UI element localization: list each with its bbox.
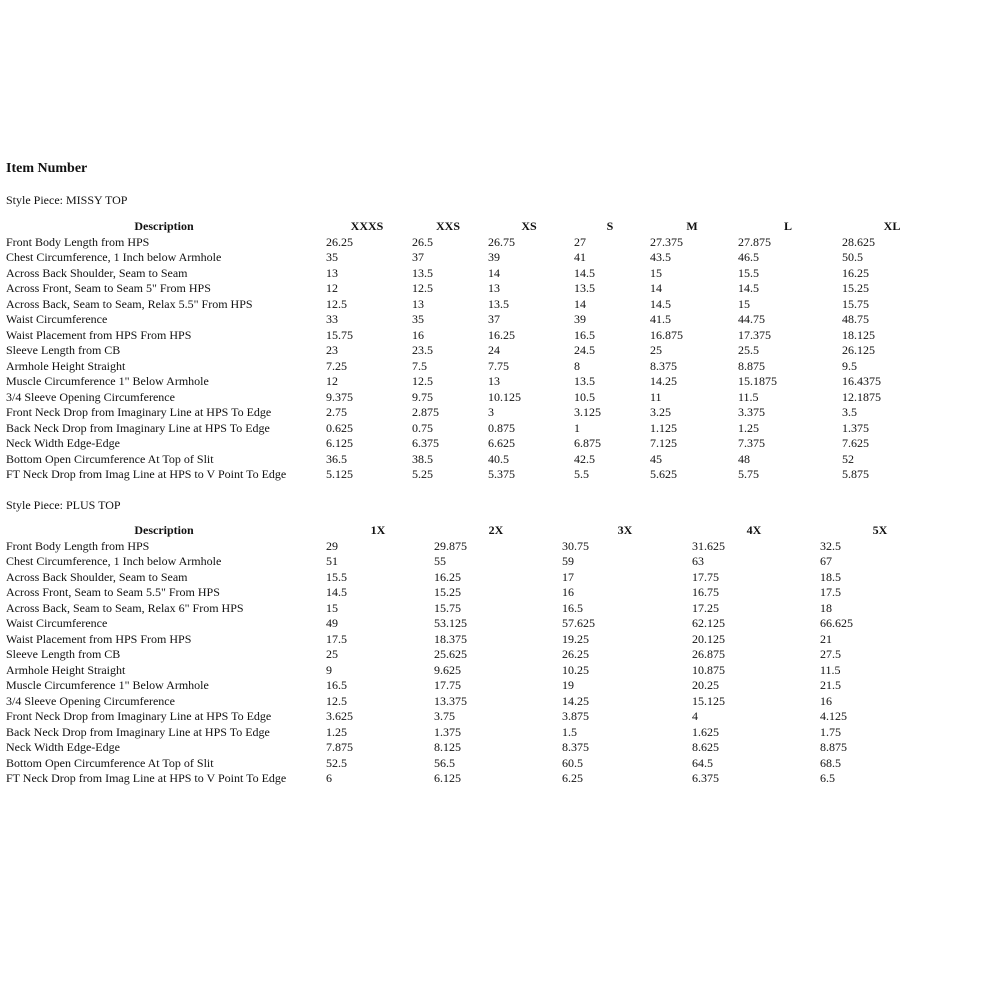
- missy-measurement-value: 26.75: [488, 234, 515, 249]
- plus-table-row: [4, 725, 942, 741]
- missy-measurement-value: 41: [574, 250, 586, 264]
- plus-measurement-value: 30.75: [562, 538, 589, 553]
- missy-measurement-value: 1.375: [842, 420, 869, 435]
- plus-measurement-value: 1.375: [434, 724, 461, 739]
- missy-measurement-value: 3.125: [574, 405, 601, 419]
- plus-measurement-value: 21: [820, 631, 832, 646]
- missy-measurement-value: 15.25: [842, 281, 869, 295]
- plus-measurement-label: Waist Placement from HPS From HPS: [6, 631, 192, 646]
- missy-measurement-value: 15.5: [738, 265, 759, 280]
- missy-measurement-value: 42.5: [574, 451, 595, 466]
- missy-size-header: M: [686, 219, 698, 233]
- missy-measurement-value: 14.5: [574, 265, 595, 280]
- missy-measurement-value: 26.125: [842, 343, 875, 357]
- missy-measurement-value: 35: [412, 312, 424, 326]
- plus-measurement-label: FT Neck Drop from Imag Line at HPS to V Point To Edge: [6, 771, 287, 785]
- missy-table-row: [4, 328, 944, 344]
- plus-measurement-value: 56.5: [434, 755, 455, 770]
- plus-table-row: [4, 632, 942, 648]
- plus-measurement-value: 19: [562, 678, 574, 692]
- missy-measurement-value: 37: [488, 312, 500, 326]
- missy-measurement-value: 16: [412, 327, 424, 342]
- missy-measurement-value: 16.5: [574, 327, 595, 342]
- plus-measurement-value: 17.5: [820, 585, 841, 599]
- plus-measurement-value: 51: [326, 554, 338, 568]
- plus-measurement-value: 10.25: [562, 662, 589, 677]
- plus-measurement-value: 16: [820, 693, 832, 708]
- missy-table-row: [4, 312, 944, 328]
- plus-measurement-value: 25: [326, 647, 338, 661]
- missy-measurement-value: 1.25: [738, 420, 759, 435]
- missy-measurement-value: 6.875: [574, 436, 601, 450]
- plus-measurement-value: 16: [562, 585, 574, 599]
- plus-table-row: [4, 601, 942, 617]
- missy-measurement-value: 36.5: [326, 451, 347, 466]
- missy-table-row: [4, 421, 944, 437]
- missy-measurement-label: Front Body Length from HPS: [6, 234, 150, 249]
- missy-measurement-value: 7.5: [412, 358, 427, 373]
- missy-measurement-value: 11.5: [738, 389, 759, 404]
- missy-measurement-value: 24: [488, 343, 500, 357]
- missy-measurement-value: 13.5: [574, 374, 595, 388]
- missy-measurement-value: 15: [738, 296, 750, 311]
- missy-measurement-value: 3: [488, 405, 494, 419]
- missy-measurement-value: 5.125: [326, 467, 353, 481]
- plus-table-row: [4, 539, 942, 555]
- plus-measurement-value: 29.875: [434, 538, 467, 553]
- plus-spec-table: [4, 523, 942, 787]
- plus-table-row: [4, 678, 942, 694]
- plus-measurement-value: 62.125: [692, 616, 725, 630]
- missy-table-row: [4, 374, 944, 390]
- missy-measurement-value: 6.125: [326, 436, 353, 450]
- plus-table-row: [4, 740, 942, 756]
- plus-measurement-value: 14.25: [562, 693, 589, 708]
- plus-size-header: 5X: [872, 523, 888, 537]
- plus-measurement-value: 49: [326, 616, 338, 630]
- missy-measurement-value: 23.5: [412, 343, 433, 357]
- missy-measurement-value: 8.875: [738, 358, 765, 373]
- plus-measurement-value: 17.5: [326, 631, 347, 646]
- plus-size-header: 3X: [617, 523, 633, 537]
- missy-measurement-value: 35: [326, 250, 338, 264]
- plus-measurement-label: Bottom Open Circumference At Top of Slit: [6, 755, 214, 770]
- plus-measurement-value: 6.125: [434, 771, 461, 785]
- missy-measurement-value: 13.5: [488, 296, 509, 311]
- missy-measurement-label: Across Front, Seam to Seam 5" From HPS: [6, 281, 211, 295]
- missy-measurement-value: 12: [326, 374, 338, 388]
- plus-measurement-value: 8.375: [562, 740, 589, 754]
- missy-measurement-label: Waist Circumference: [6, 312, 108, 326]
- missy-measurement-value: 13.5: [574, 281, 595, 295]
- plus-measurement-value: 17.75: [692, 569, 719, 584]
- missy-measurement-value: 25.5: [738, 343, 759, 357]
- plus-measurement-value: 3.875: [562, 709, 589, 723]
- missy-measurement-value: 11: [650, 389, 662, 404]
- missy-measurement-value: 5.375: [488, 467, 515, 481]
- missy-measurement-label: Across Back, Seam to Seam, Relax 5.5" From HPS: [6, 296, 253, 311]
- missy-measurement-value: 5.5: [574, 467, 589, 481]
- plus-measurement-label: Across Front, Seam to Seam 5.5" From HPS: [6, 585, 220, 599]
- plus-measurement-label: Sleeve Length from CB: [6, 647, 121, 661]
- plus-measurement-value: 18: [820, 600, 832, 615]
- missy-measurement-value: 50.5: [842, 250, 863, 264]
- missy-table-row: [4, 281, 944, 297]
- missy-measurement-value: 39: [574, 312, 586, 326]
- missy-measurement-value: 12: [326, 281, 338, 295]
- missy-measurement-label: Neck Width Edge-Edge: [6, 436, 120, 450]
- plus-measurement-value: 59: [562, 554, 574, 568]
- plus-measurement-value: 3.75: [434, 709, 455, 723]
- plus-measurement-value: 9: [326, 662, 332, 677]
- missy-measurement-value: 48: [738, 451, 750, 466]
- plus-measurement-value: 15.125: [692, 693, 725, 708]
- plus-measurement-value: 6.5: [820, 771, 835, 785]
- missy-measurement-label: Across Back Shoulder, Seam to Seam: [6, 265, 188, 280]
- plus-measurement-value: 9.625: [434, 662, 461, 677]
- missy-measurement-value: 7.375: [738, 436, 765, 450]
- missy-measurement-label: Muscle Circumference 1" Below Armhole: [6, 374, 209, 388]
- plus-measurement-value: 8.125: [434, 740, 461, 754]
- plus-measurement-value: 1.75: [820, 724, 841, 739]
- plus-measurement-value: 4: [692, 709, 698, 723]
- plus-measurement-value: 25.625: [434, 647, 467, 661]
- plus-measurement-label: Across Back, Seam to Seam, Relax 6" From HPS: [6, 600, 244, 615]
- missy-measurement-value: 25: [650, 343, 662, 357]
- plus-measurement-value: 64.5: [692, 755, 713, 770]
- missy-measurement-value: 2.875: [412, 405, 439, 419]
- plus-measurement-value: 26.875: [692, 647, 725, 661]
- missy-measurement-value: 5.625: [650, 467, 677, 481]
- plus-measurement-label: Front Body Length from HPS: [6, 538, 150, 553]
- missy-table-row: [4, 235, 944, 251]
- missy-size-header: L: [783, 219, 792, 233]
- missy-measurement-value: 7.75: [488, 358, 509, 373]
- missy-measurement-label: 3/4 Sleeve Opening Circumference: [6, 389, 175, 404]
- plus-measurement-label: Front Neck Drop from Imaginary Line at HPS To Edge: [6, 709, 272, 723]
- missy-table-row: [4, 405, 944, 421]
- plus-table-row: [4, 663, 942, 679]
- plus-measurement-label: Neck Width Edge-Edge: [6, 740, 120, 754]
- missy-measurement-value: 2.75: [326, 405, 347, 419]
- missy-measurement-value: 14: [650, 281, 662, 295]
- missy-measurement-value: 12.5: [412, 374, 433, 388]
- missy-measurement-value: 41.5: [650, 312, 671, 326]
- plus-table-row: [4, 570, 942, 586]
- missy-spec-table: [4, 219, 944, 483]
- plus-measurement-value: 20.125: [692, 631, 725, 646]
- plus-measurement-value: 66.625: [820, 616, 853, 630]
- missy-measurement-value: 23: [326, 343, 338, 357]
- plus-measurement-value: 32.5: [820, 538, 841, 553]
- missy-measurement-value: 52: [842, 451, 854, 466]
- plus-measurement-value: 12.5: [326, 693, 347, 708]
- missy-measurement-value: 5.875: [842, 467, 869, 481]
- missy-size-header: XXS: [435, 219, 460, 233]
- plus-measurement-value: 57.625: [562, 616, 595, 630]
- missy-table-row: [4, 452, 944, 468]
- plus-size-header: 4X: [746, 523, 762, 537]
- plus-header-row: [4, 523, 942, 539]
- missy-measurement-value: 44.75: [738, 312, 765, 326]
- missy-size-header: S: [606, 219, 614, 233]
- plus-measurement-value: 18.375: [434, 631, 467, 646]
- missy-measurement-value: 10.125: [488, 389, 521, 404]
- plus-table-row: [4, 647, 942, 663]
- missy-measurement-value: 3.375: [738, 405, 765, 419]
- missy-measurement-value: 39: [488, 250, 500, 264]
- plus-measurement-value: 16.75: [692, 585, 719, 599]
- plus-measurement-value: 4.125: [820, 709, 847, 723]
- missy-measurement-value: 33: [326, 312, 338, 326]
- missy-measurement-value: 16.875: [650, 327, 683, 342]
- missy-measurement-value: 14: [574, 296, 586, 311]
- plus-measurement-value: 52.5: [326, 755, 347, 770]
- plus-measurement-value: 13.375: [434, 693, 467, 708]
- missy-measurement-label: Front Neck Drop from Imaginary Line at HPS To Edge: [6, 405, 272, 419]
- missy-size-header: XL: [883, 219, 901, 233]
- missy-header-row: [4, 219, 944, 235]
- plus-measurement-value: 6.25: [562, 771, 583, 785]
- missy-measurement-value: 43.5: [650, 250, 671, 264]
- plus-measurement-value: 17.25: [692, 600, 719, 615]
- plus-measurement-value: 3.625: [326, 709, 353, 723]
- plus-measurement-value: 21.5: [820, 678, 841, 692]
- plus-measurement-value: 16.5: [562, 600, 583, 615]
- plus-measurement-value: 15.25: [434, 585, 461, 599]
- plus-table-row: [4, 554, 942, 570]
- missy-size-header: XXXS: [350, 219, 384, 233]
- missy-measurement-value: 5.25: [412, 467, 433, 481]
- missy-measurement-value: 3.25: [650, 405, 671, 419]
- plus-measurement-value: 53.125: [434, 616, 467, 630]
- missy-measurement-value: 14.5: [738, 281, 759, 295]
- missy-measurement-value: 6.375: [412, 436, 439, 450]
- missy-measurement-value: 6.625: [488, 436, 515, 450]
- missy-measurement-value: 45: [650, 451, 662, 466]
- plus-measurement-value: 1.25: [326, 724, 347, 739]
- missy-style-piece-label: Style Piece: MISSY TOP: [6, 193, 128, 207]
- missy-measurement-label: FT Neck Drop from Imag Line at HPS to V Point To Edge: [6, 467, 287, 481]
- plus-measurement-label: Across Back Shoulder, Seam to Seam: [6, 569, 188, 584]
- missy-measurement-value: 16.25: [842, 265, 869, 280]
- plus-measurement-value: 15.5: [326, 569, 347, 584]
- missy-measurement-label: Bottom Open Circumference At Top of Slit: [6, 451, 214, 466]
- plus-table-row: [4, 585, 942, 601]
- missy-measurement-value: 48.75: [842, 312, 869, 326]
- plus-table-row: [4, 616, 942, 632]
- missy-measurement-value: 1: [574, 420, 580, 435]
- missy-measurement-value: 13: [412, 296, 424, 311]
- plus-measurement-value: 17.75: [434, 678, 461, 692]
- missy-measurement-value: 12.5: [412, 281, 433, 295]
- missy-measurement-value: 26.25: [326, 234, 353, 249]
- missy-measurement-value: 9.375: [326, 389, 353, 404]
- missy-table-row: [4, 343, 944, 359]
- plus-measurement-value: 15.75: [434, 600, 461, 615]
- missy-measurement-value: 27: [574, 234, 586, 249]
- plus-measurement-value: 20.25: [692, 678, 719, 692]
- missy-measurement-value: 14.5: [650, 296, 671, 311]
- missy-table-row: [4, 250, 944, 266]
- missy-measurement-value: 7.625: [842, 436, 869, 450]
- plus-measurement-value: 15: [326, 600, 338, 615]
- plus-measurement-value: 27.5: [820, 647, 841, 661]
- missy-measurement-value: 7.25: [326, 358, 347, 373]
- plus-measurement-value: 63: [692, 554, 704, 568]
- missy-measurement-value: 12.5: [326, 296, 347, 311]
- plus-measurement-value: 6: [326, 771, 332, 785]
- plus-measurement-value: 55: [434, 554, 446, 568]
- missy-measurement-value: 18.125: [842, 327, 875, 342]
- plus-measurement-label: Armhole Height Straight: [6, 662, 126, 677]
- missy-table-row: [4, 266, 944, 282]
- plus-measurement-value: 60.5: [562, 755, 583, 770]
- missy-table-row: [4, 297, 944, 313]
- plus-measurement-value: 11.5: [820, 662, 841, 677]
- missy-measurement-value: 9.5: [842, 358, 857, 373]
- missy-table-row: [4, 359, 944, 375]
- plus-measurement-value: 14.5: [326, 585, 347, 599]
- missy-measurement-value: 1.125: [650, 420, 677, 435]
- missy-measurement-value: 17.375: [738, 327, 771, 342]
- plus-measurement-value: 26.25: [562, 647, 589, 661]
- missy-measurement-value: 38.5: [412, 451, 433, 466]
- plus-measurement-value: 31.625: [692, 538, 725, 553]
- plus-measurement-value: 8.875: [820, 740, 847, 754]
- missy-measurement-value: 15: [650, 265, 662, 280]
- plus-measurement-value: 1.625: [692, 724, 719, 739]
- missy-measurement-value: 46.5: [738, 250, 759, 264]
- missy-measurement-value: 15.75: [842, 296, 869, 311]
- missy-measurement-label: Sleeve Length from CB: [6, 343, 121, 357]
- plus-measurement-value: 16.25: [434, 569, 461, 584]
- missy-measurement-label: Armhole Height Straight: [6, 358, 126, 373]
- missy-table-row: [4, 467, 944, 483]
- plus-measurement-value: 68.5: [820, 755, 841, 770]
- missy-measurement-value: 8.375: [650, 358, 677, 373]
- missy-measurement-value: 26.5: [412, 234, 433, 249]
- missy-measurement-value: 15.1875: [738, 374, 777, 388]
- missy-measurement-value: 9.75: [412, 389, 433, 404]
- missy-measurement-value: 0.875: [488, 420, 515, 435]
- plus-measurement-value: 1.5: [562, 724, 577, 739]
- missy-measurement-value: 10.5: [574, 389, 595, 404]
- plus-style-piece-label: Style Piece: PLUS TOP: [6, 498, 121, 512]
- plus-measurement-value: 6.375: [692, 771, 719, 785]
- missy-table-row: [4, 390, 944, 406]
- missy-measurement-value: 16.25: [488, 327, 515, 342]
- plus-measurement-label: Back Neck Drop from Imaginary Line at HPS To Edge: [6, 724, 270, 739]
- plus-measurement-label: Waist Circumference: [6, 616, 108, 630]
- plus-measurement-value: 8.625: [692, 740, 719, 754]
- missy-measurement-value: 0.75: [412, 420, 433, 435]
- missy-measurement-value: 14: [488, 265, 500, 280]
- plus-measurement-value: 7.875: [326, 740, 353, 754]
- missy-measurement-value: 3.5: [842, 405, 857, 419]
- missy-measurement-value: 13: [488, 281, 500, 295]
- missy-measurement-value: 0.625: [326, 420, 353, 435]
- missy-measurement-label: Chest Circumference, 1 Inch below Armhole: [6, 250, 222, 264]
- plus-table-row: [4, 771, 942, 787]
- missy-table-row: [4, 436, 944, 452]
- missy-measurement-label: Waist Placement from HPS From HPS: [6, 327, 192, 342]
- plus-measurement-value: 29: [326, 538, 338, 553]
- plus-measurement-value: 16.5: [326, 678, 347, 692]
- missy-measurement-value: 12.1875: [842, 389, 881, 404]
- plus-measurement-value: 19.25: [562, 631, 589, 646]
- missy-size-header: XS: [521, 219, 537, 233]
- missy-measurement-value: 14.25: [650, 374, 677, 388]
- plus-measurement-label: 3/4 Sleeve Opening Circumference: [6, 693, 175, 708]
- missy-measurement-label: Back Neck Drop from Imaginary Line at HPS To Edge: [6, 420, 270, 435]
- missy-description-header: Description: [134, 219, 194, 233]
- missy-measurement-value: 24.5: [574, 343, 595, 357]
- missy-measurement-value: 13: [488, 374, 500, 388]
- missy-measurement-value: 16.4375: [842, 374, 881, 388]
- plus-table-row: [4, 709, 942, 725]
- missy-measurement-value: 8: [574, 358, 580, 373]
- plus-description-header: Description: [134, 523, 194, 537]
- missy-measurement-value: 40.5: [488, 451, 509, 466]
- missy-measurement-value: 27.375: [650, 234, 683, 249]
- plus-measurement-value: 67: [820, 554, 832, 568]
- missy-measurement-value: 27.875: [738, 234, 771, 249]
- plus-measurement-value: 17: [562, 569, 574, 584]
- plus-table-row: [4, 756, 942, 772]
- plus-table-row: [4, 694, 942, 710]
- plus-size-header: 2X: [488, 523, 504, 537]
- plus-measurement-value: 10.875: [692, 662, 725, 677]
- plus-measurement-value: 18.5: [820, 569, 841, 584]
- missy-measurement-value: 13: [326, 265, 338, 280]
- missy-measurement-value: 13.5: [412, 265, 433, 280]
- plus-measurement-label: Muscle Circumference 1" Below Armhole: [6, 678, 209, 692]
- missy-measurement-value: 7.125: [650, 436, 677, 450]
- missy-measurement-value: 37: [412, 250, 424, 264]
- missy-measurement-value: 28.625: [842, 234, 875, 249]
- missy-measurement-value: 15.75: [326, 327, 353, 342]
- item-number-heading: Item Number: [6, 161, 88, 176]
- plus-size-header: 1X: [370, 523, 386, 537]
- missy-measurement-value: 5.75: [738, 467, 759, 481]
- plus-measurement-label: Chest Circumference, 1 Inch below Armhole: [6, 554, 222, 568]
